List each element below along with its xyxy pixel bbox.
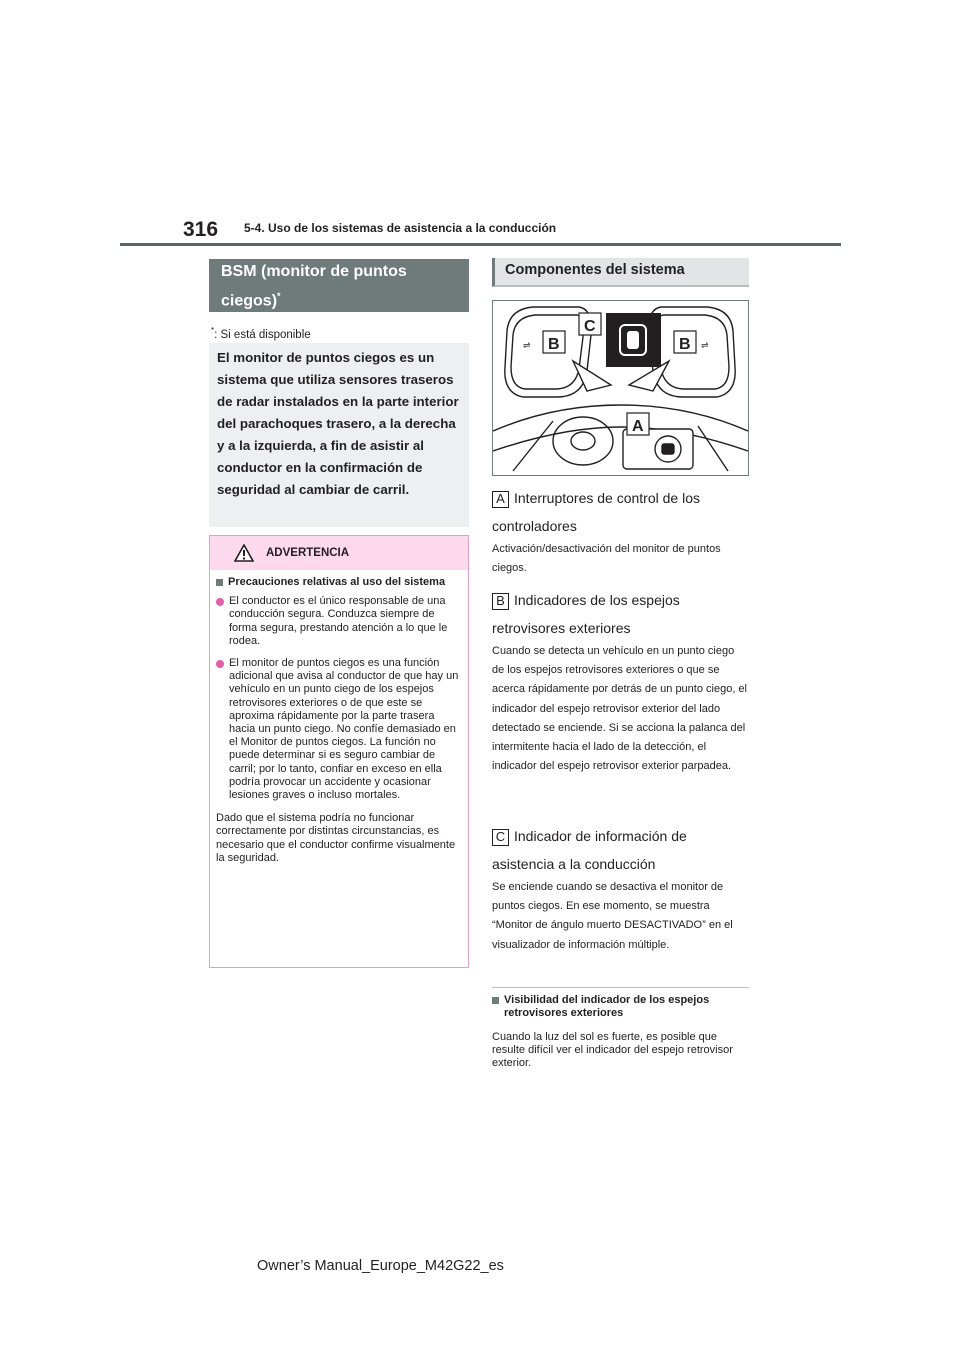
components-section-title: Componentes del sistema — [492, 258, 749, 287]
item-title-c: Indicador de información de asistencia a la conducción — [492, 828, 687, 872]
steering-wheel — [553, 417, 613, 465]
square-bullet-icon — [492, 997, 499, 1004]
item-title-a: Interruptores de control de los controladores — [492, 490, 700, 534]
item-desc-a: Activación/desactivación del monitor de puntos ciegos. — [492, 543, 721, 575]
component-item-b — [492, 586, 749, 776]
chapter-title: 5-4. Uso de los sistemas de asistencia a la conducción — [244, 221, 557, 235]
bsm-title-text: BSM (monitor de puntos ciegos) — [221, 263, 407, 310]
component-item-a — [492, 484, 749, 578]
availability-text: : Si está disponible — [214, 328, 311, 341]
warning-title: ADVERTENCIA — [266, 547, 350, 559]
item-label-c: C — [492, 829, 509, 846]
right-mirror-indicator-icon: ⇌ — [701, 341, 709, 351]
dashboard-illustration — [493, 301, 748, 475]
bullet-dot-icon — [216, 660, 224, 668]
visibility-title — [492, 994, 749, 1020]
figure-label-a: A — [632, 418, 644, 435]
bullet-dot-icon — [216, 598, 224, 606]
item-label-b: B — [492, 593, 509, 610]
steering-hub — [571, 432, 595, 450]
warning-subtitle — [216, 576, 462, 589]
intro-box — [209, 343, 469, 527]
availability-note — [211, 326, 311, 341]
visibility-title-text: Visibilidad del indicador de los espejos retrovisores exteriores — [504, 994, 710, 1019]
figure-label-c: C — [584, 318, 596, 335]
warning-footer: Dado que el sistema podría no funcionar correctamente por distintas circunstancias, es necesario que el conductor confirme visualmente la seguridad. — [216, 812, 456, 864]
warning-body — [210, 570, 468, 865]
windshield-pillar — [513, 421, 553, 471]
warning-subtitle-text: Precauciones relativas al uso del sistema — [228, 576, 446, 588]
components-illustration — [492, 300, 749, 476]
callout-left — [573, 361, 611, 391]
item-desc-c: Se enciende cuando se desactiva el monitor de puntos ciegos. En ese momento, se muestra “Monitor de ángulo muerto DESACTIVADO” en el visualizador de información múltiple. — [492, 881, 733, 951]
figure-label-b-right: B — [679, 336, 691, 353]
warning-bullet-text: El conductor es el único responsable de una conducción segura. Conduzca siempre de forma segura, prestando atención a lo que le rodea. — [229, 595, 448, 647]
intro-text: El monitor de puntos ciegos es un sistema que utiliza sensores traseros de radar instalados en la parte interior del parachoques trasero, a la derecha y a la izquierda, a fin de asistir al conductor en la confirmación de seguridad al cambiar de carril. — [217, 350, 459, 497]
item-title-b: Indicadores de los espejos retrovisores exteriores — [492, 592, 680, 636]
item-label-a: A — [492, 491, 509, 508]
page-footer: Owner’s Manual_Europe_M42G22_es — [257, 1258, 504, 1274]
left-mirror-indicator-icon: ⇌ — [523, 341, 531, 351]
warning-bullet — [216, 595, 462, 648]
bsm-section-title — [209, 259, 469, 312]
availability-mark: * — [211, 326, 215, 335]
warning-triangle-icon — [234, 544, 254, 562]
control-switch-button — [662, 444, 674, 454]
bsm-indicator-car-icon — [627, 331, 639, 349]
visibility-text: Cuando la luz del sol es fuerte, es posible que resulte difícil ver el indicador del espejo retrovisor exterior. — [492, 1031, 733, 1069]
component-item-c — [492, 822, 749, 955]
warning-bullet-text: El monitor de puntos ciegos es una función adicional que avisa al conductor de que hay un vehículo en un punto ciego de los espejos retrovisores exteriores o de que este se aproxima rápidamente por la parte trasera hacia un punto ciego. No confíe demasiado en el Monitor de puntos ciegos. La función no puede determinar si es seguro cambiar de carril; por lo tanto, confiar en exceso en ella podría provocar un accidente y ocasionar lesiones graves o incluso mortales. — [229, 657, 459, 802]
bsm-title-footnote-mark: * — [277, 291, 281, 301]
warning-bullet — [216, 657, 462, 802]
header-rule — [120, 243, 841, 246]
windshield-pillar-right — [698, 426, 728, 471]
section-divider — [492, 987, 749, 988]
square-bullet-icon — [216, 579, 223, 586]
warning-box — [209, 535, 469, 968]
figure-label-b-left: B — [548, 336, 560, 353]
page-number: 316 — [183, 218, 219, 241]
warning-header — [210, 536, 468, 570]
item-desc-b: Cuando se detecta un vehículo en un punto ciego de los espejos retrovisores exteriores o que se acerca rápidamente por detrás de un punto ciego, el indicador del espejo retrovisor exterior del lado detectado se enciende. Si se acciona la palanca del intermitente hacia el lado de la detección, el indicador del espejo retrovisor exterior parpadea. — [492, 645, 747, 773]
